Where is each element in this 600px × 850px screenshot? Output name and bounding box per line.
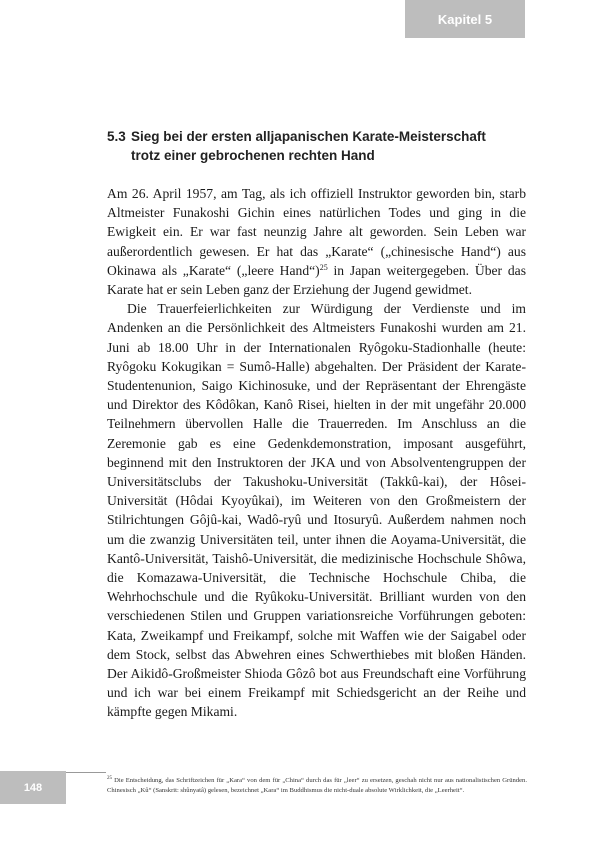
- paragraph-1-text: Am 26. April 1957, am Tag, als ich offiziell Instruktor geworden bin, starb Altmeister Funakoshi Gichin eines natürlichen Todes und ging in die Ewigkeit ein. Er war fast neunzig Jahre alt geworden. Sein Leben war außerordentlich gewesen. Er hat das „Karate“ („chinesische Hand“) aus Okinawa als „Karate“ („leere Hand“): [107, 186, 526, 278]
- section-title-line-1: Sieg bei der ersten alljapanischen Karate-Meisterschaft: [131, 129, 486, 144]
- paragraph-2: Die Trauerfeierlichkeiten zur Würdigung der Verdienste und im Andenken an die Persönlichkeit des Altmeisters Funakoshi wurden am 21. Juni ab 18.00 Uhr in der Internationalen Ryôgoku-Stadionhalle (heute: Ryôgoku Kokugikan = Sumô-Halle) abgehalten. Der Präsident der Karate-Studentenunion, Saigo Kichinosuke, und der Repräsentant der Ehrengäste und Direktor des Kôdôkan, Kanô Risei, hielten in der mit ungefähr 20.000 Teilnehmern übervollen Halle die Trauerreden. Im Anschluss an die Zeremonie gab es eine Gedenkdemonstration, imposant ausgeführt, beginnend mit den Instruktoren der JKA und von Absolventengruppen der Universitätsclubs der Takushoku-Universität (Takkû-kai), der Hôsei-Universität (Hôdai Kyoyûkai), im Weiteren von den Großmeistern der Stilrichtungen Gôjû-kai, Wadô-ryû und Itosuryû. Außerdem nahmen noch um die zwanzig Universitäten teil, unter ihnen die Aoyama-Universität, die Kantô-Universität, Taishô-Universität, die medizinische Hochschule Shôwa, die Komazawa-Universität, die Technische Hochschule Chiba, die Wehrhochschule und die Ryûkoku-Universität. Brilliant wurden von den verschiedenen Stilen und Gruppen variationsreiche Vorführungen geboten: Kata, Zweikampf und Freikampf, solche mit Waffen wie der Saigabel oder dem Stock, selbst das Abwehren eines Schwerthiebes mit bloßen Händen. Der Aikidô-Großmeister Shioda Gôzô bot aus Freundschaft eine Vorführung und ich war bei einem Freikampf mit Schiedsgericht an der Reihe und kämpfte gegen Mikami.: [107, 301, 526, 720]
- footnote-text: Die Entscheidung, das Schriftzeichen für „Kara“ von dem für „China“ durch das für „leer“ zu ersetzen, geschah nicht nur aus nationalistischen Gründen. Chinesisch „Kû“ (Sanskrit: shûnyatâ) gelesen, bezeichnet „Kara“ im Buddhismus die nicht-duale absolute Wirklichkeit, die „Leerheit“.: [107, 777, 527, 794]
- page-number: 148: [23, 781, 43, 794]
- page-number-box: [0, 771, 66, 804]
- section-heading: [107, 127, 527, 165]
- body-text: [107, 184, 526, 722]
- chapter-tab: [405, 0, 525, 38]
- section-title: [131, 127, 527, 165]
- footnote-divider: [66, 772, 106, 773]
- paragraph-1-text-cont: in Japan weitergegeben. Über das Karate hat er sein Leben ganz der Erziehung der Jugend gewidmet.: [107, 262, 527, 298]
- footnote-reference[interactable]: 25: [319, 262, 328, 272]
- footnote: [107, 776, 527, 796]
- footnote-marker: 25: [107, 776, 112, 781]
- chapter-label: Kapitel 5: [437, 11, 493, 27]
- paragraph-1: [107, 184, 526, 299]
- section-number: 5.3: [107, 129, 126, 144]
- section-title-line-2: trotz einer gebrochenen rechten Hand: [131, 148, 375, 163]
